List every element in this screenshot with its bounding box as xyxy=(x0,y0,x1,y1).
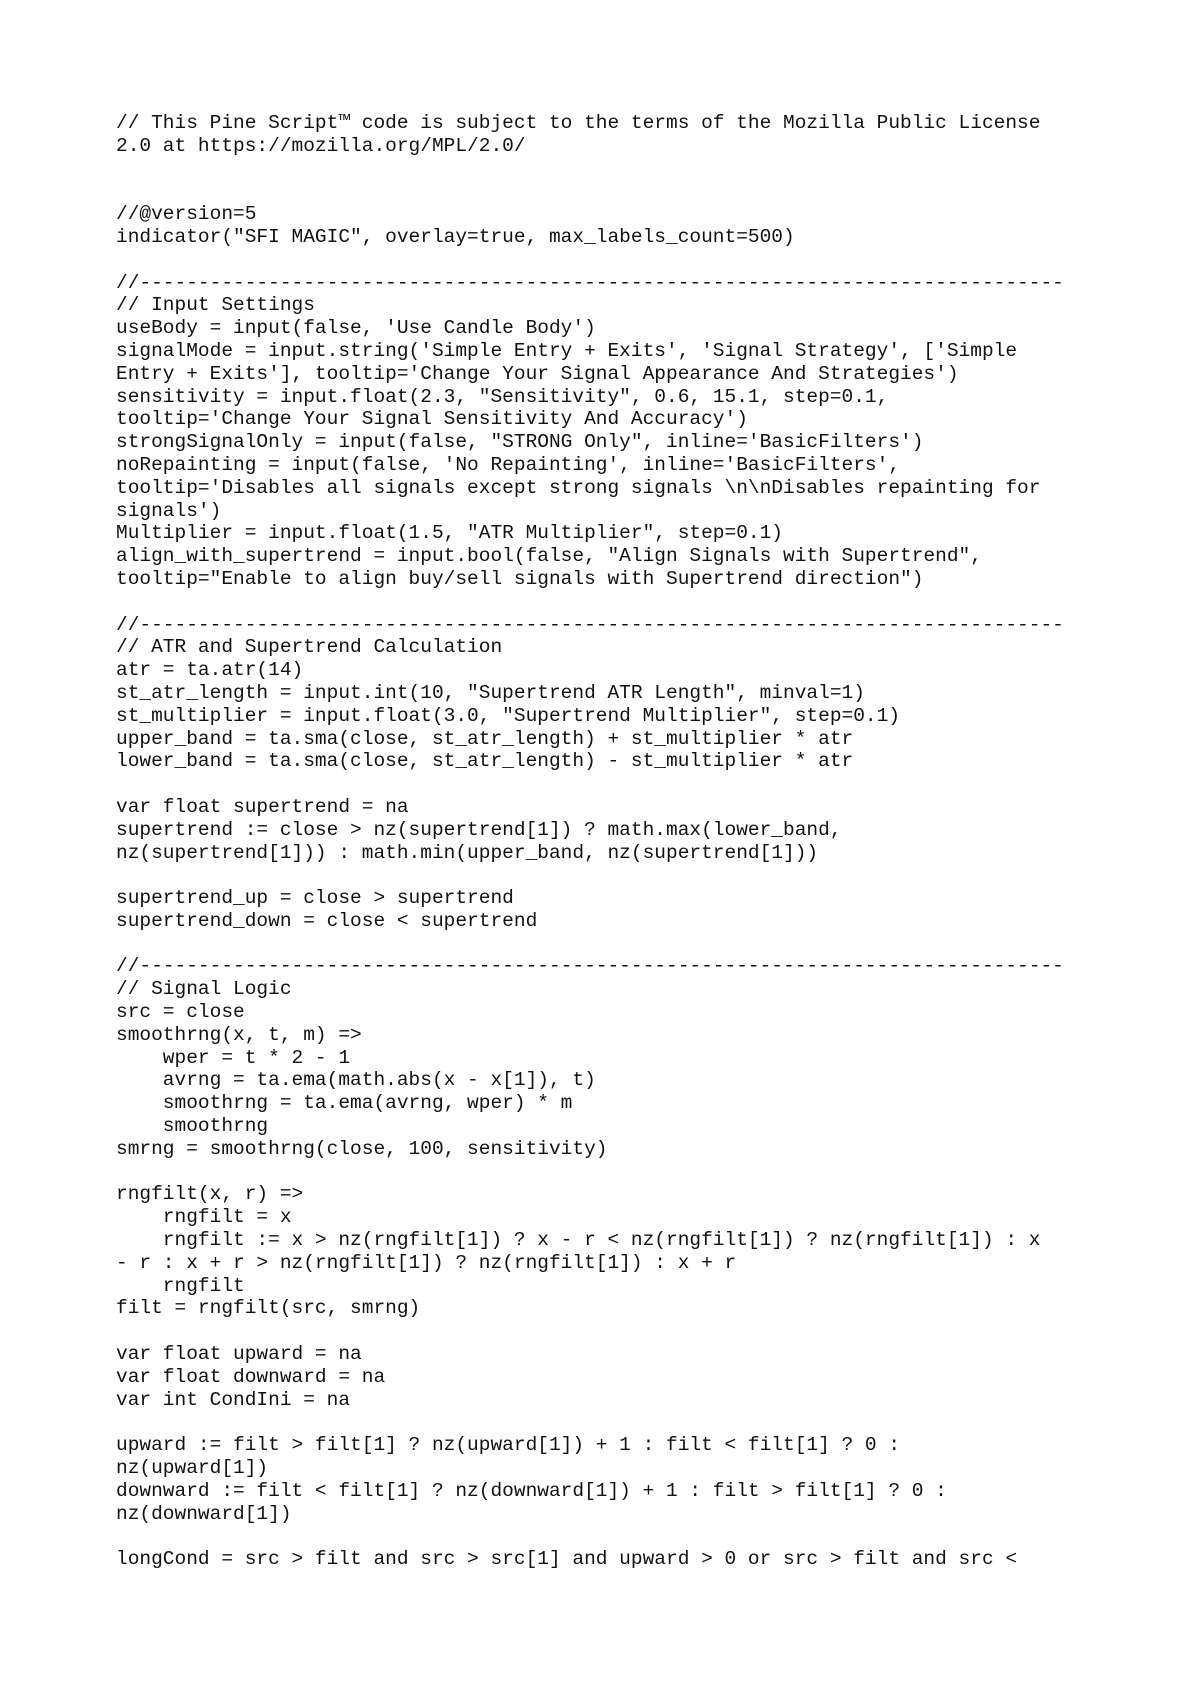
code-line xyxy=(116,591,1116,614)
code-line: signalMode = input.string('Simple Entry + Exits', 'Signal Strategy', ['Simple xyxy=(116,339,1018,362)
code-line: nz(supertrend[1])) : math.min(upper_band, nz(supertrend[1])) xyxy=(116,841,819,864)
code-line: rngfilt := x > nz(rngfilt[1]) ? x - r < nz(rngfilt[1]) ? nz(rngfilt[1]) : x xyxy=(116,1229,1041,1252)
code-line: //------------------------------------------------------------------------------- xyxy=(116,271,1064,294)
code-line xyxy=(116,1525,1116,1548)
code-line: st_multiplier = input.float(3.0, "Supertrend Multiplier", step=0.1) xyxy=(116,704,901,727)
code-line: align_with_supertrend = input.bool(false, "Align Signals with Supertrend", xyxy=(116,545,982,568)
code-line: wper = t * 2 - 1 xyxy=(116,1046,351,1069)
code-line: lower_band = ta.sma(close, st_atr_length) - st_multiplier * atr xyxy=(116,750,854,773)
code-line: // This Pine Script™ code is subject to the terms of the Mozilla Public License xyxy=(116,112,1041,134)
code-line: nz(upward[1]) xyxy=(116,1457,269,1480)
code-line: Multiplier = input.float(1.5, "ATR Multiplier", step=0.1) xyxy=(116,522,784,545)
code-line: smoothrng(x, t, m) => xyxy=(116,1023,362,1046)
code-line: //------------------------------------------------------------------------------- xyxy=(116,955,1064,978)
code-line: // ATR and Supertrend Calculation xyxy=(116,636,503,659)
code-line: var float upward = na xyxy=(116,1343,362,1366)
code-line: rngfilt xyxy=(116,1274,245,1297)
code-line: atr = ta.atr(14) xyxy=(116,659,304,682)
code-line xyxy=(116,249,1116,272)
code-line: strongSignalOnly = input(false, "STRONG Only", inline='BasicFilters') xyxy=(116,431,924,454)
code-line: supertrend := close > nz(supertrend[1]) ? math.max(lower_band, xyxy=(116,818,842,841)
code-line: src = close xyxy=(116,1001,245,1024)
code-line xyxy=(116,933,1116,956)
code-line: avrng = ta.ema(math.abs(x - x[1]), t) xyxy=(116,1069,596,1092)
code-line xyxy=(116,180,1116,203)
code-line: indicator("SFI MAGIC", overlay=true, max_labels_count=500) xyxy=(116,225,795,248)
code-line: rngfilt = x xyxy=(116,1206,292,1229)
code-line: longCond = src > filt and src > src[1] and upward > 0 or src > filt and src < xyxy=(116,1548,1018,1571)
code-line: noRepainting = input(false, 'No Repainting', inline='BasicFilters', xyxy=(116,453,901,476)
code-line xyxy=(116,864,1116,887)
code-line xyxy=(116,158,1116,181)
code-line: var float supertrend = na xyxy=(116,795,409,818)
code-line: supertrend_up = close > supertrend xyxy=(116,887,514,910)
code-line: Entry + Exits'], tooltip='Change Your Signal Appearance And Strategies') xyxy=(116,362,959,385)
code-line: signals') xyxy=(116,499,222,522)
code-line: tooltip='Change Your Signal Sensitivity And Accuracy') xyxy=(116,408,748,431)
code-line: tooltip='Disables all signals except strong signals \n\nDisables repainting for xyxy=(116,476,1041,499)
code-line: var int CondIni = na xyxy=(116,1388,351,1411)
code-line: // Input Settings xyxy=(116,294,315,317)
code-line: nz(downward[1]) xyxy=(116,1502,292,1525)
code-line: tooltip="Enable to align buy/sell signals with Supertrend direction") xyxy=(116,567,924,590)
code-line: smoothrng = ta.ema(avrng, wper) * m xyxy=(116,1092,573,1115)
code-line: // Signal Logic xyxy=(116,978,292,1001)
code-line: smrng = smoothrng(close, 100, sensitivity) xyxy=(116,1137,608,1160)
code-line: //------------------------------------------------------------------------------- xyxy=(116,613,1064,636)
code-line: downward := filt < filt[1] ? nz(downward[1]) + 1 : filt > filt[1] ? 0 : xyxy=(116,1479,947,1502)
code-line: var float downward = na xyxy=(116,1365,386,1388)
code-line: 2.0 at https://mozilla.org/MPL/2.0/ xyxy=(116,134,526,157)
code-line: smoothrng xyxy=(116,1115,269,1138)
code-line: upper_band = ta.sma(close, st_atr_length) + st_multiplier * atr xyxy=(116,727,854,750)
code-line xyxy=(116,773,1116,796)
code-line: supertrend_down = close < supertrend xyxy=(116,909,538,932)
code-line xyxy=(116,1161,1116,1184)
code-line: st_atr_length = input.int(10, "Supertrend ATR Length", minval=1) xyxy=(116,681,865,704)
code-line: //@version=5 xyxy=(116,203,257,226)
code-line: upward := filt > filt[1] ? nz(upward[1]) + 1 : filt < filt[1] ? 0 : xyxy=(116,1434,901,1457)
code-listing xyxy=(116,112,1116,1571)
code-line xyxy=(116,1411,1116,1434)
code-line xyxy=(116,1320,1116,1343)
code-line: useBody = input(false, 'Use Candle Body') xyxy=(116,317,596,340)
code-line: rngfilt(x, r) => xyxy=(116,1183,304,1206)
code-line: sensitivity = input.float(2.3, "Sensitivity", 0.6, 15.1, step=0.1, xyxy=(116,385,889,408)
code-line: - r : x + r > nz(rngfilt[1]) ? nz(rngfilt[1]) : x + r xyxy=(116,1251,737,1274)
code-line: filt = rngfilt(src, smrng) xyxy=(116,1297,421,1320)
